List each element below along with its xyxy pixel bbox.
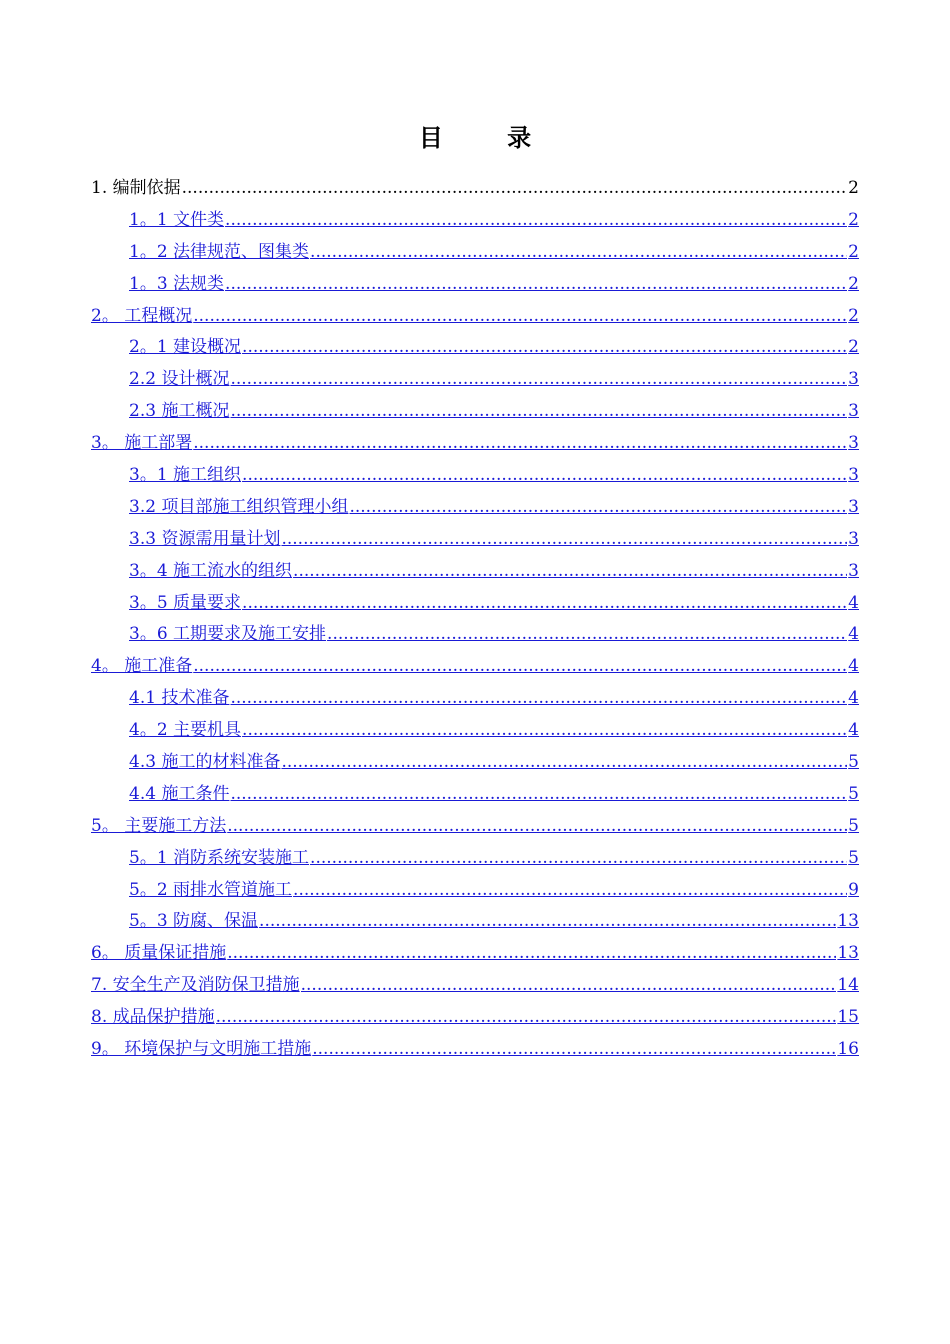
toc-entry-text: 3。5 质量要求 bbox=[129, 592, 242, 613]
toc-list bbox=[91, 173, 859, 1066]
toc-dot-leader bbox=[230, 683, 847, 715]
toc-dot-leader bbox=[310, 237, 847, 269]
toc-page-number: 4 bbox=[848, 624, 859, 645]
toc-entry[interactable] bbox=[91, 301, 859, 333]
toc-title: 目 录 bbox=[418, 124, 560, 152]
toc-entry-text: 5。1 消防系统安装施工 bbox=[129, 847, 310, 868]
toc-entry-text: 4.1 技术准备 bbox=[129, 688, 230, 709]
toc-dot-leader bbox=[227, 811, 847, 843]
toc-entry[interactable] bbox=[91, 492, 859, 524]
toc-entry-text: 2.3 施工概况 bbox=[129, 401, 230, 422]
toc-dot-leader bbox=[193, 301, 847, 333]
toc-dot-leader bbox=[242, 588, 847, 620]
toc-entry-text: 3。1 施工组织 bbox=[129, 465, 242, 486]
toc-entry[interactable] bbox=[91, 524, 859, 556]
toc-entry-text: 2。 工程概况 bbox=[91, 305, 193, 326]
toc-page-number: 5 bbox=[848, 783, 859, 804]
toc-entry-text: 4。2 主要机具 bbox=[129, 720, 242, 741]
toc-page-number: 14 bbox=[837, 975, 859, 996]
toc-dot-leader bbox=[281, 524, 847, 556]
toc-entry-text: 3.2 项目部施工组织管理小组 bbox=[129, 496, 349, 517]
toc-entry[interactable] bbox=[91, 556, 859, 588]
toc-entry[interactable] bbox=[91, 364, 859, 396]
toc-entry-text: 5。3 防腐、保温 bbox=[129, 911, 259, 932]
toc-page-number: 3 bbox=[848, 465, 859, 486]
toc-entry[interactable] bbox=[91, 237, 859, 269]
toc-entry-text: 3.3 资源需用量计划 bbox=[129, 528, 281, 549]
toc-entry-text: 7. 安全生产及消防保卫措施 bbox=[91, 975, 300, 996]
toc-entry[interactable] bbox=[91, 588, 859, 620]
toc-dot-leader bbox=[349, 492, 847, 524]
toc-page-number: 3 bbox=[848, 560, 859, 581]
toc-entry[interactable] bbox=[91, 906, 859, 938]
toc-dot-leader bbox=[310, 843, 847, 875]
toc-page-number: 4 bbox=[848, 592, 859, 613]
toc-dot-leader bbox=[293, 875, 847, 907]
toc-page-number: 2 bbox=[848, 273, 859, 294]
toc-page-number: 13 bbox=[837, 943, 859, 964]
toc-page-number: 15 bbox=[837, 1007, 859, 1028]
toc-dot-leader bbox=[230, 364, 847, 396]
toc-entry[interactable] bbox=[91, 938, 859, 970]
toc-dot-leader bbox=[230, 396, 847, 428]
toc-entry[interactable] bbox=[91, 1034, 859, 1066]
toc-entry[interactable] bbox=[91, 1002, 859, 1034]
toc-page-number: 3 bbox=[848, 401, 859, 422]
toc-entry-text: 3。4 施工流水的组织 bbox=[129, 560, 293, 581]
toc-entry-text: 8. 成品保护措施 bbox=[91, 1007, 215, 1028]
toc-dot-leader bbox=[216, 1002, 837, 1034]
toc-page-number: 5 bbox=[848, 847, 859, 868]
toc-dot-leader bbox=[259, 906, 836, 938]
toc-page-number: 3 bbox=[848, 433, 859, 454]
toc-page-number: 2 bbox=[848, 178, 859, 198]
toc-dot-leader bbox=[327, 619, 847, 651]
toc-entry-text: 3。6 工期要求及施工安排 bbox=[129, 624, 327, 645]
toc-entry[interactable] bbox=[91, 747, 859, 779]
toc-dot-leader bbox=[301, 970, 837, 1002]
toc-page-number: 2 bbox=[848, 337, 859, 358]
toc-page-number: 4 bbox=[848, 688, 859, 709]
toc-entry-text: 4。 施工准备 bbox=[91, 656, 193, 677]
toc-dot-leader bbox=[242, 460, 847, 492]
toc-page-number: 5 bbox=[848, 815, 859, 836]
toc-dot-leader bbox=[281, 747, 847, 779]
toc-page-number: 2 bbox=[848, 305, 859, 326]
toc-page-number: 4 bbox=[848, 720, 859, 741]
toc-dot-leader bbox=[182, 173, 848, 205]
toc-dot-leader bbox=[230, 779, 847, 811]
toc-entry[interactable] bbox=[91, 332, 859, 364]
toc-page-number: 3 bbox=[848, 369, 859, 390]
toc-page-number: 2 bbox=[848, 209, 859, 230]
toc-entry[interactable] bbox=[91, 970, 859, 1002]
toc-entry[interactable] bbox=[91, 205, 859, 237]
toc-entry[interactable] bbox=[91, 875, 859, 907]
toc-entry[interactable] bbox=[91, 269, 859, 301]
toc-dot-leader bbox=[293, 556, 847, 588]
toc-entry-text: 1。1 文件类 bbox=[129, 209, 225, 230]
toc-entry-text: 2。1 建设概况 bbox=[129, 337, 242, 358]
toc-entry-text: 2.2 设计概况 bbox=[129, 369, 230, 390]
toc-page-number: 4 bbox=[848, 656, 859, 677]
toc-page-number: 3 bbox=[848, 496, 859, 517]
toc-dot-leader bbox=[225, 205, 847, 237]
toc-entry[interactable] bbox=[91, 779, 859, 811]
toc-entry-text: 3。 施工部署 bbox=[91, 433, 193, 454]
toc-dot-leader bbox=[193, 428, 847, 460]
toc-entry[interactable] bbox=[91, 173, 859, 205]
toc-dot-leader bbox=[242, 332, 847, 364]
toc-entry[interactable] bbox=[91, 683, 859, 715]
toc-entry[interactable] bbox=[91, 715, 859, 747]
toc-entry[interactable] bbox=[91, 428, 859, 460]
toc-entry[interactable] bbox=[91, 811, 859, 843]
toc-entry[interactable] bbox=[91, 651, 859, 683]
toc-entry-text: 5。2 雨排水管道施工 bbox=[129, 879, 293, 900]
toc-page-number: 9 bbox=[848, 879, 859, 900]
toc-dot-leader bbox=[193, 651, 847, 683]
toc-entry-text: 4.3 施工的材料准备 bbox=[129, 752, 281, 773]
toc-entry[interactable] bbox=[91, 396, 859, 428]
toc-page-number: 13 bbox=[837, 911, 859, 932]
toc-page-number: 16 bbox=[837, 1039, 859, 1060]
toc-entry[interactable] bbox=[91, 619, 859, 651]
toc-entry-text: 1。3 法规类 bbox=[129, 273, 225, 294]
toc-entry-text: 1. 编制依据 bbox=[91, 178, 181, 198]
toc-entry-text: 9。 环境保护与文明施工措施 bbox=[91, 1039, 312, 1060]
toc-entry[interactable] bbox=[91, 460, 859, 492]
toc-dot-leader bbox=[312, 1034, 836, 1066]
toc-dot-leader bbox=[242, 715, 847, 747]
toc-entry[interactable] bbox=[91, 843, 859, 875]
toc-entry-text: 1。2 法律规范、图集类 bbox=[129, 241, 310, 262]
toc-page-number: 5 bbox=[848, 752, 859, 773]
toc-page-number: 2 bbox=[848, 241, 859, 262]
toc-entry-text: 4.4 施工条件 bbox=[129, 783, 230, 804]
toc-dot-leader bbox=[225, 269, 847, 301]
toc-page-number: 3 bbox=[848, 528, 859, 549]
toc-entry-text: 5。 主要施工方法 bbox=[91, 815, 227, 836]
toc-entry-text: 6。 质量保证措施 bbox=[91, 943, 227, 964]
toc-dot-leader bbox=[227, 938, 836, 970]
